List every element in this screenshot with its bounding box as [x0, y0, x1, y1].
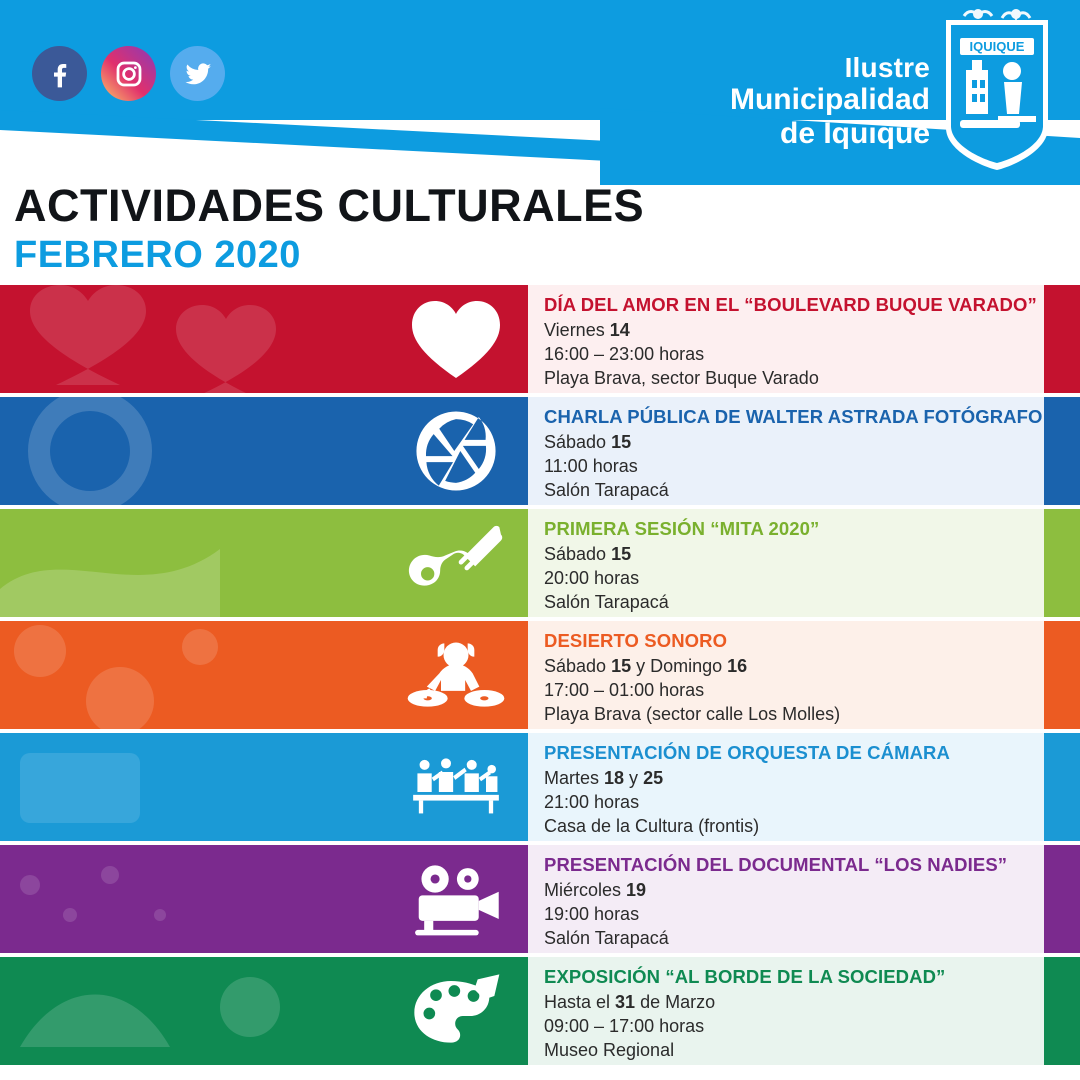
- event-details: [528, 397, 1080, 505]
- event-row: [0, 509, 1080, 617]
- event-time: 21:00 horas: [544, 791, 640, 812]
- event-details: [528, 845, 1080, 953]
- camera-shutter-icon: [406, 408, 506, 494]
- events-list: [0, 285, 1080, 1069]
- event-color-panel: [0, 509, 528, 617]
- event-row: [0, 285, 1080, 393]
- event-title: DÍA DEL AMOR EN EL “BOULEVARD BUQUE VARADO”: [544, 294, 1037, 315]
- event-edge-accent: [1044, 733, 1080, 841]
- event-place: Salón Tarapacá: [544, 927, 669, 948]
- event-date: Viernes 14: [544, 320, 630, 340]
- event-date: Sábado 15: [544, 544, 632, 564]
- page-header: [0, 0, 1080, 185]
- event-details: [528, 621, 1080, 729]
- event-row: [0, 845, 1080, 953]
- event-date: Miércoles 19: [544, 880, 647, 900]
- event-color-panel: [0, 845, 528, 953]
- event-details: [528, 733, 1080, 841]
- event-date: Sábado 15: [544, 432, 632, 452]
- page-subtitle: FEBRERO 2020: [14, 234, 301, 276]
- facebook-icon[interactable]: [32, 46, 87, 101]
- event-time: 09:00 – 17:00 horas: [544, 1015, 705, 1036]
- event-row: [0, 733, 1080, 841]
- event-details: [528, 957, 1080, 1065]
- event-edge-accent: [1044, 509, 1080, 617]
- event-edge-accent: [1044, 957, 1080, 1065]
- municipality-crest-icon: [942, 8, 1052, 173]
- event-place: Salón Tarapacá: [544, 591, 669, 612]
- event-title: EXPOSICIÓN “AL BORDE DE LA SOCIEDAD”: [544, 966, 946, 987]
- event-details: [528, 509, 1080, 617]
- municipality-line-3: de Iquique: [780, 116, 930, 150]
- paint-palette-icon: [406, 968, 506, 1054]
- chamber-orchestra-icon: [406, 744, 506, 830]
- event-color-panel: [0, 397, 528, 505]
- svg-text:IQUIQUE: IQUIQUE: [969, 39, 1025, 54]
- event-details: [528, 285, 1080, 393]
- municipality-line-1: Ilustre: [844, 52, 930, 83]
- twitter-icon[interactable]: [170, 46, 225, 101]
- page-title: ACTIVIDADES CULTURALES: [14, 180, 645, 231]
- electric-guitar-icon: [406, 520, 506, 606]
- event-edge-accent: [1044, 285, 1080, 393]
- event-edge-accent: [1044, 397, 1080, 505]
- event-title: PRIMERA SESIÓN “MITA 2020”: [544, 518, 820, 539]
- event-place: Museo Regional: [544, 1039, 675, 1060]
- event-color-panel: [0, 733, 528, 841]
- event-time: 16:00 – 23:00 horas: [544, 343, 705, 364]
- event-color-panel: [0, 621, 528, 729]
- event-date: Sábado 15 y Domingo 16: [544, 656, 748, 676]
- event-time: 20:00 horas: [544, 567, 640, 588]
- event-title: PRESENTACIÓN DEL DOCUMENTAL “LOS NADIES”: [544, 854, 1008, 875]
- municipality-line-2: Municipalidad: [729, 83, 930, 117]
- heart-icon: [406, 296, 506, 382]
- film-projector-icon: [406, 856, 506, 942]
- event-color-panel: [0, 285, 528, 393]
- social-links: [32, 46, 225, 101]
- event-row: [0, 957, 1080, 1065]
- event-title: CHARLA PÚBLICA DE WALTER ASTRADA FOTÓGRAFO: [544, 406, 1043, 427]
- event-place: Salón Tarapacá: [544, 479, 669, 500]
- event-time: 19:00 horas: [544, 903, 640, 924]
- event-place: Casa de la Cultura (frontis): [544, 815, 760, 836]
- instagram-icon[interactable]: [101, 46, 156, 101]
- event-color-panel: [0, 957, 528, 1065]
- event-edge-accent: [1044, 845, 1080, 953]
- event-row: [0, 621, 1080, 729]
- event-date: Martes 18 y 25: [544, 768, 664, 788]
- page-title-block: [14, 180, 644, 277]
- event-edge-accent: [1044, 621, 1080, 729]
- event-place: Playa Brava, sector Buque Varado: [544, 367, 819, 388]
- event-date: Hasta el 31 de Marzo: [544, 992, 716, 1012]
- event-time: 17:00 – 01:00 horas: [544, 679, 705, 700]
- dj-turntable-icon: [406, 632, 506, 718]
- event-title: PRESENTACIÓN DE ORQUESTA DE CÁMARA: [544, 742, 950, 763]
- event-title: DESIERTO SONORO: [544, 630, 728, 651]
- event-place: Playa Brava (sector calle Los Molles): [544, 703, 841, 724]
- event-time: 11:00 horas: [544, 455, 638, 476]
- municipality-name: [730, 52, 930, 151]
- event-row: [0, 397, 1080, 505]
